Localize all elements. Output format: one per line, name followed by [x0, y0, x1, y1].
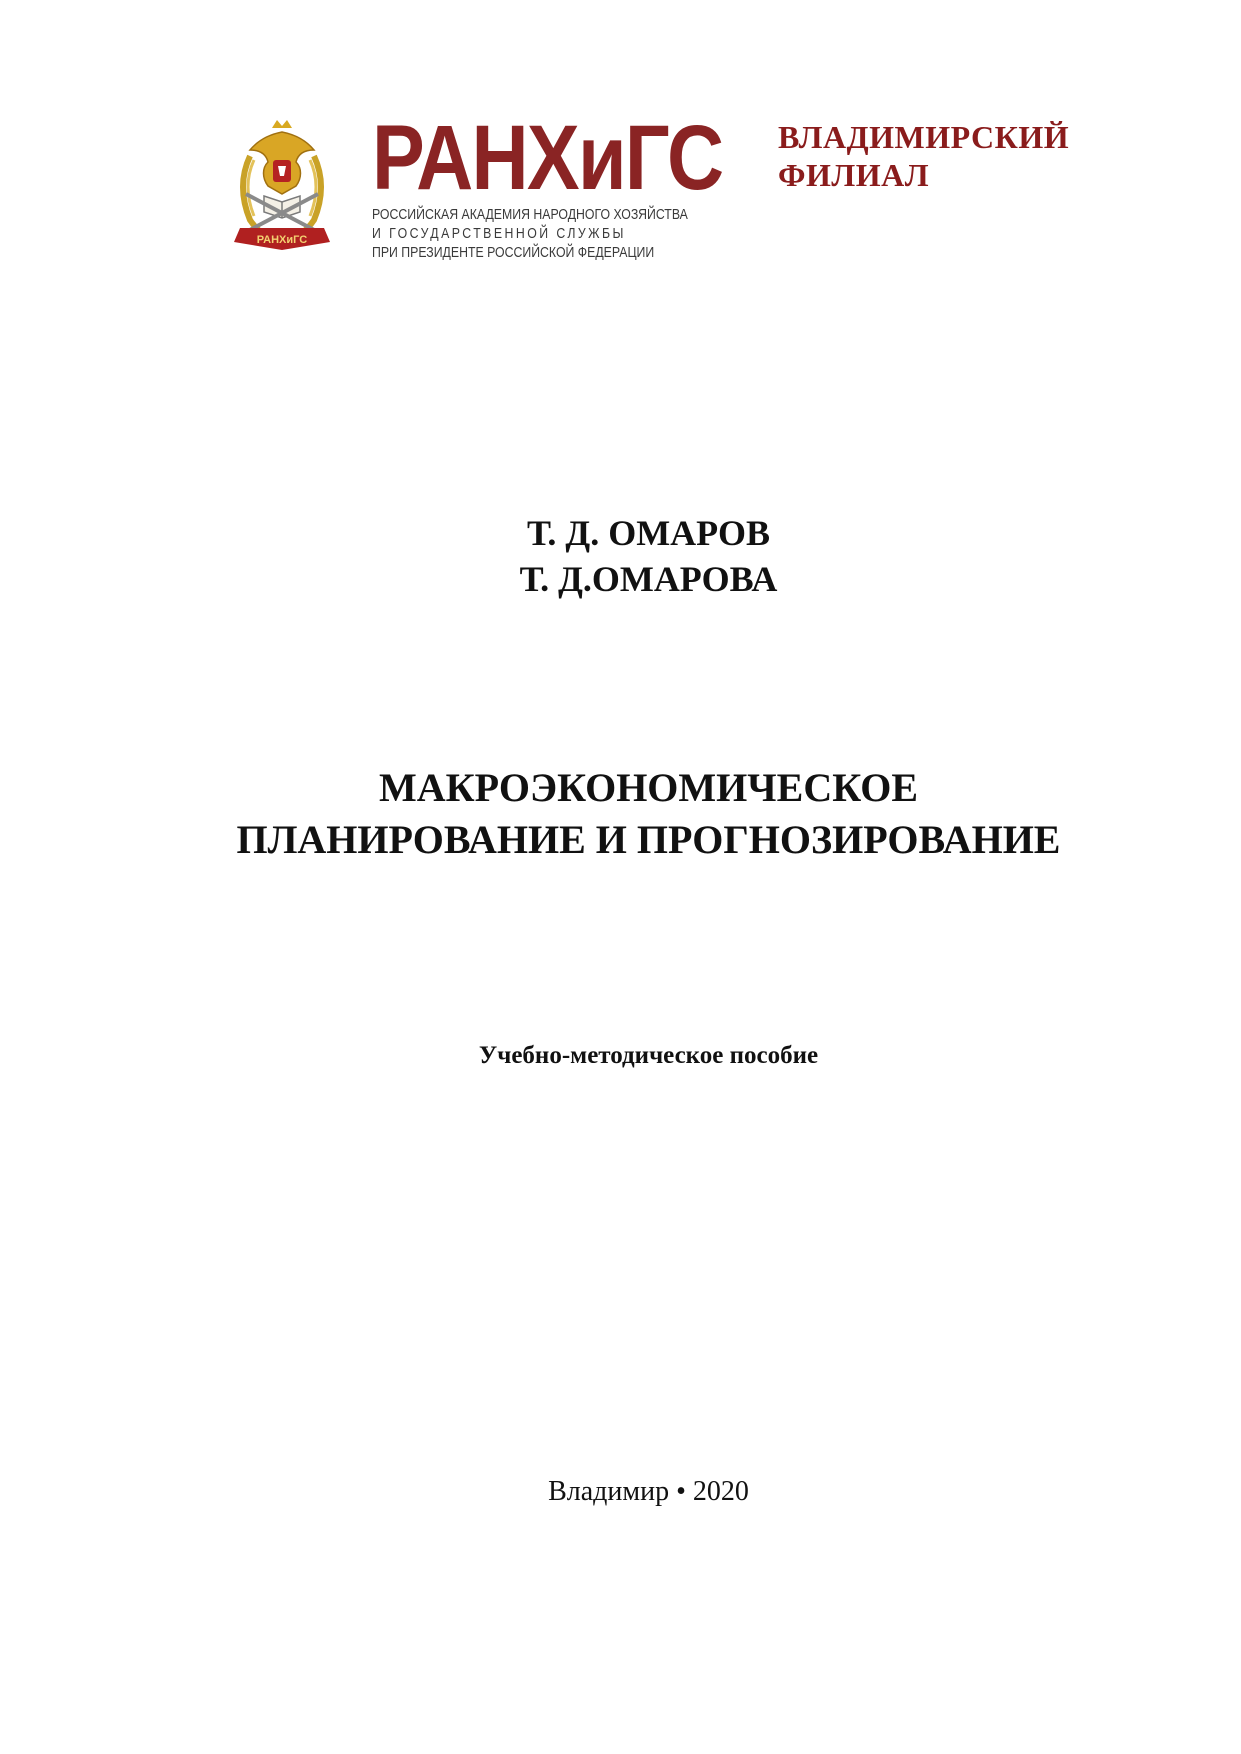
title-line: МАКРОЭКОНОМИЧЕСКОЕ	[378, 765, 919, 810]
logo-subtitle-line: И ГОСУДАРСТВЕННОЙ СЛУЖБЫ	[372, 225, 626, 242]
emblem-ribbon-text: РАНХиГС	[256, 234, 308, 246]
logo-subtitle-line: РОССИЙСКАЯ АКАДЕМИЯ НАРОДНОГО ХОЗЯЙСТВА	[372, 206, 688, 223]
institution-logo	[232, 107, 723, 262]
brand-block	[372, 107, 723, 261]
document-type: Учебно-методическое пособие	[478, 1042, 819, 1069]
branch-line: ВЛАДИМИРСКИЙ	[778, 119, 1070, 155]
title-line: ПЛАНИРОВАНИЕ И ПРОГНОЗИРОВАНИЕ	[236, 817, 1061, 862]
emblem-icon	[232, 116, 332, 256]
logo-wordmark: РАНХиГС	[372, 107, 723, 209]
logo-subtitle-line: ПРИ ПРЕЗИДЕНТЕ РОССИЙСКОЙ ФЕДЕРАЦИИ	[372, 244, 655, 261]
author-name: Т. Д.ОМАРОВА	[519, 559, 778, 599]
branch-name	[778, 118, 1069, 194]
authors	[0, 510, 1241, 602]
branch-line: ФИЛИАЛ	[778, 157, 930, 193]
document-title	[0, 762, 1241, 866]
author-name: Т. Д. ОМАРОВ	[527, 513, 770, 553]
place-and-year: Владимир • 2020	[548, 1476, 749, 1507]
